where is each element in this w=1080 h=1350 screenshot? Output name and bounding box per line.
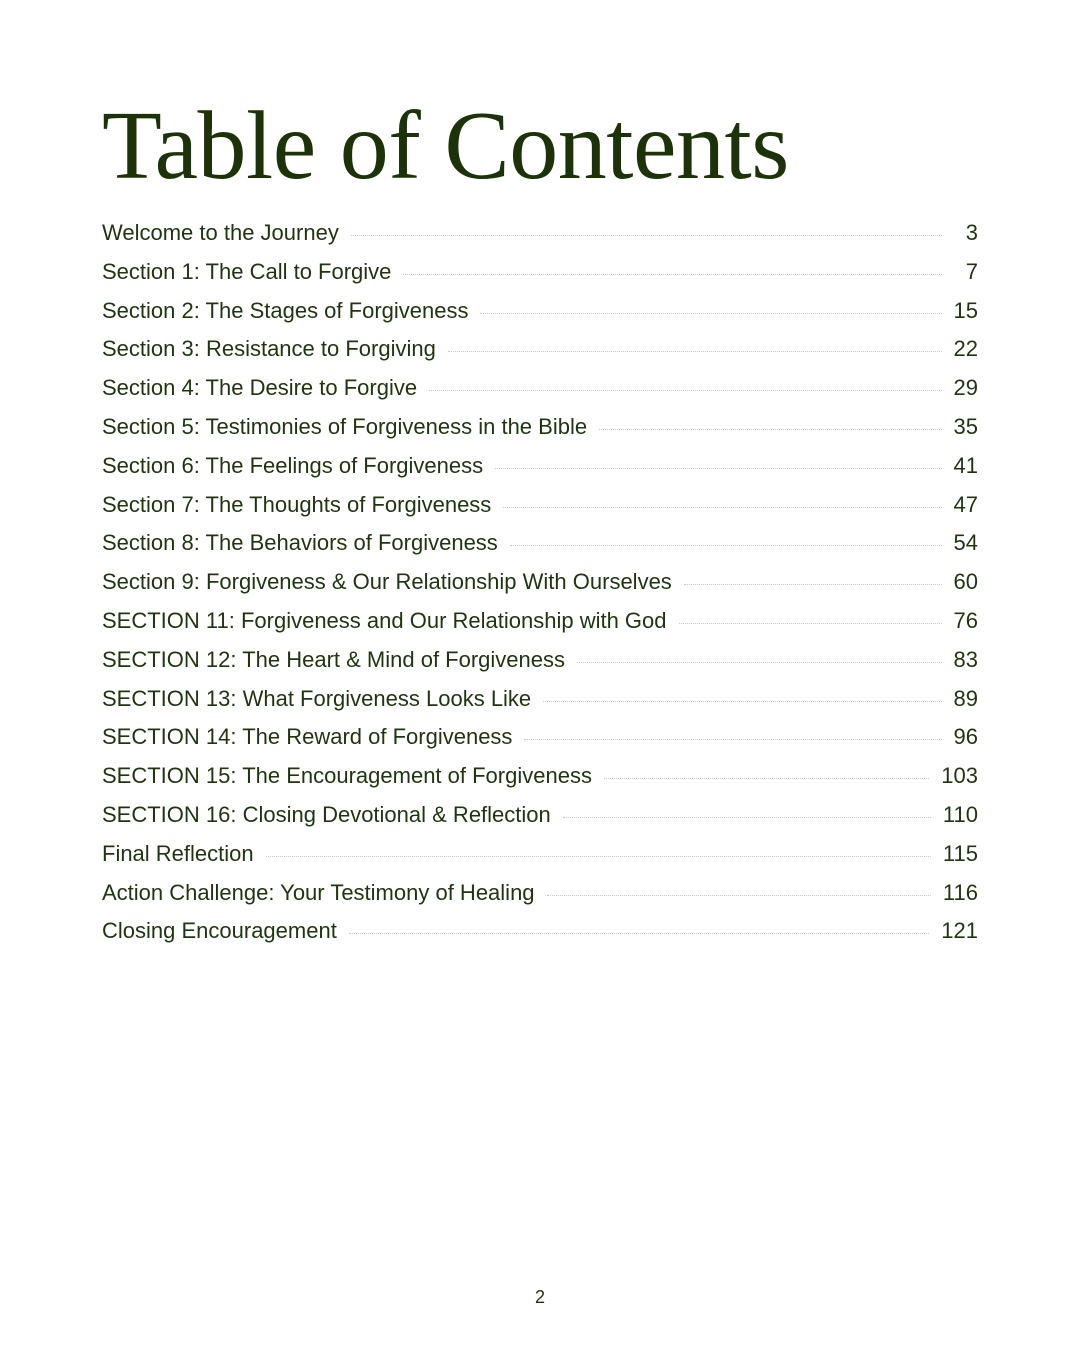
toc-entry[interactable] <box>102 802 978 841</box>
toc-entry-page: 121 <box>941 918 978 944</box>
toc-entry[interactable] <box>102 841 978 880</box>
dot-leader <box>577 662 942 663</box>
toc-entry-page: 89 <box>953 685 978 711</box>
toc-entry-page: 96 <box>953 724 978 750</box>
toc-entry[interactable] <box>102 880 978 919</box>
toc-entry-page: 35 <box>953 413 978 439</box>
dot-leader <box>547 895 931 896</box>
toc-entry[interactable] <box>102 453 978 492</box>
dot-leader <box>480 313 941 314</box>
dot-leader <box>599 429 941 430</box>
toc-entry-page: 83 <box>953 646 978 672</box>
toc-entry-page: 54 <box>953 530 978 556</box>
toc-entry[interactable] <box>102 918 978 957</box>
toc-entry[interactable] <box>102 763 978 802</box>
toc-entry-title: Action Challenge: Your Testimony of Healing <box>102 879 535 905</box>
toc-entry-title: SECTION 11: Forgiveness and Our Relationship with God <box>102 607 667 633</box>
toc-entry-title: SECTION 14: The Reward of Forgiveness <box>102 724 513 750</box>
dot-leader <box>563 817 931 818</box>
toc-entry-title: SECTION 13: What Forgiveness Looks Like <box>102 685 532 711</box>
toc-entry-page: 115 <box>942 840 978 866</box>
toc-entry-page: 7 <box>965 258 978 284</box>
toc-entry-page: 3 <box>965 220 978 245</box>
dot-leader <box>503 507 941 508</box>
toc-entry-page: 15 <box>953 297 978 323</box>
toc-entry-title: Closing Encouragement <box>102 918 337 944</box>
toc-entry-title: SECTION 16: Closing Devotional & Reflection <box>102 801 551 827</box>
toc-entry-title: SECTION 15: The Encouragement of Forgiveness <box>102 763 592 789</box>
toc-entry-title: Section 4: The Desire to Forgive <box>102 375 418 401</box>
toc-entry[interactable] <box>102 647 978 686</box>
page-number: 2 <box>534 1287 545 1307</box>
toc-entry[interactable] <box>102 298 978 337</box>
dot-leader <box>266 856 931 857</box>
toc-entry[interactable] <box>102 220 978 259</box>
dot-leader <box>604 778 929 779</box>
toc-entry-title: SECTION 12: The Heart & Mind of Forgiveness <box>102 646 565 672</box>
dot-leader <box>448 351 942 352</box>
toc-entry-page: 110 <box>942 801 978 827</box>
toc-entry[interactable] <box>102 569 978 608</box>
toc-entry[interactable] <box>102 259 978 298</box>
toc-entry-title: Section 9: Forgiveness & Our Relationship With Ourselves <box>102 569 672 595</box>
toc-entry-title: Section 1: The Call to Forgive <box>102 258 392 284</box>
dot-leader <box>403 274 942 275</box>
dot-leader <box>510 545 942 546</box>
toc-entry-title: Final Reflection <box>102 840 254 866</box>
toc-entry-title: Section 2: The Stages of Forgiveness <box>102 297 469 323</box>
toc-entry[interactable] <box>102 336 978 375</box>
toc-entry-page: 29 <box>953 375 978 401</box>
toc-entry[interactable] <box>102 375 978 414</box>
toc-entry-page: 116 <box>942 879 978 905</box>
toc-entry[interactable] <box>102 530 978 569</box>
table-of-contents <box>102 220 978 957</box>
toc-entry[interactable] <box>102 686 978 725</box>
page-title: Table of Contents <box>102 92 789 200</box>
toc-entry[interactable] <box>102 724 978 763</box>
dot-leader <box>351 235 942 236</box>
toc-entry-title: Welcome to the Journey <box>102 220 339 245</box>
toc-entry-page: 22 <box>953 336 978 362</box>
dot-leader <box>429 390 941 391</box>
toc-entry-page: 76 <box>953 607 978 633</box>
dot-leader <box>684 584 942 585</box>
toc-entry[interactable] <box>102 414 978 453</box>
toc-entry-title: Section 3: Resistance to Forgiving <box>102 336 436 362</box>
toc-entry[interactable] <box>102 492 978 531</box>
dot-leader <box>524 739 941 740</box>
toc-entry-page: 47 <box>953 491 978 517</box>
dot-leader <box>543 701 941 702</box>
toc-entry[interactable] <box>102 608 978 647</box>
toc-entry-title: Section 5: Testimonies of Forgiveness in the Bible <box>102 413 588 439</box>
dot-leader <box>495 468 941 469</box>
toc-entry-page: 41 <box>953 452 978 478</box>
toc-entry-title: Section 6: The Feelings of Forgiveness <box>102 452 484 478</box>
toc-entry-title: Section 7: The Thoughts of Forgiveness <box>102 491 492 517</box>
toc-entry-title: Section 8: The Behaviors of Forgiveness <box>102 530 498 556</box>
toc-entry-page: 60 <box>953 569 978 595</box>
dot-leader <box>349 933 929 934</box>
toc-entry-page: 103 <box>941 763 978 789</box>
dot-leader <box>679 623 942 624</box>
